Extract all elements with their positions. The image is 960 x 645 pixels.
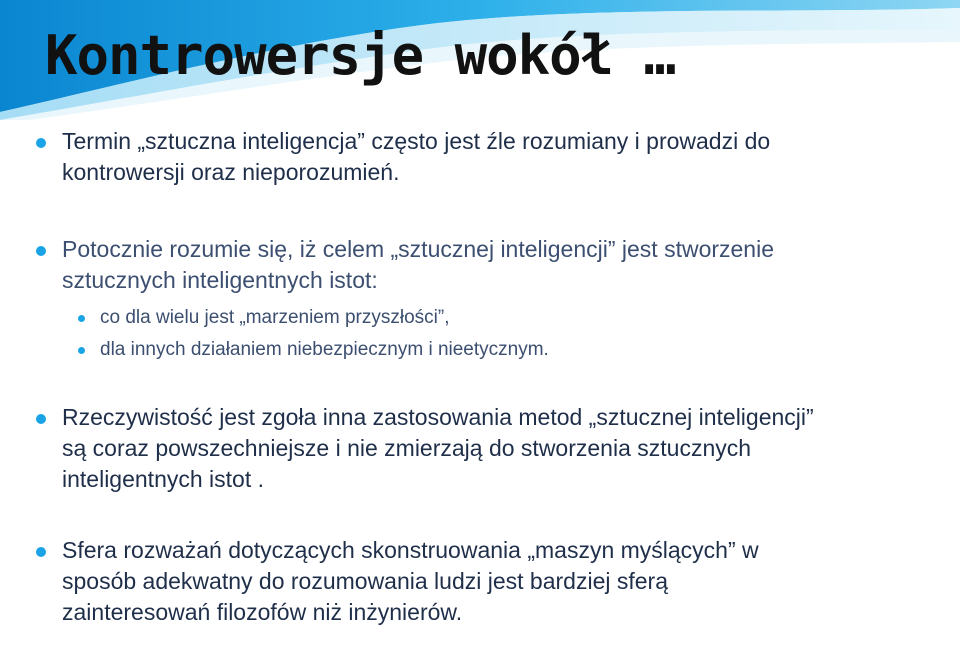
bullet-text-line: inteligentnych istot . [62, 466, 265, 492]
bullet-text-line: kontrowersji oraz nieporozumień. [62, 159, 400, 185]
sub-bullet-dot-icon [78, 347, 85, 354]
bullet-item [36, 234, 936, 296]
sub-bullet-item [36, 334, 936, 366]
bullet-dot-icon [36, 414, 46, 424]
sub-bullet-item [36, 302, 936, 334]
sub-bullet-text: dla innych działaniem niebezpiecznym i nieetycznym. [100, 339, 549, 360]
slide-title: Kontrowersje wokół … [45, 24, 676, 87]
bullet-dot-icon [36, 547, 46, 557]
bullet-item [36, 535, 936, 628]
sub-bullet-dot-icon [78, 315, 85, 322]
bullet-text-line: sposób adekwatny do rozumowania ludzi jest bardziej sferą [62, 568, 668, 594]
bullet-text-line: Potocznie rozumie się, iż celem „sztucznej inteligencji” jest stworzenie [62, 236, 775, 262]
bullet-text-line: Rzeczywistość jest zgoła inna zastosowania metod „sztucznej inteligencji” [62, 404, 814, 430]
bullet-text-line: są coraz powszechniejsze i nie zmierzają do stworzenia sztucznych [62, 435, 752, 461]
bullet-item [36, 126, 936, 188]
bullet-text-line: Sfera rozważań dotyczących skonstruowania „maszyn myślących” w [62, 537, 759, 563]
bullet-dot-icon [36, 246, 46, 256]
bullet-text-line: Termin „sztuczna inteligencja” często jest źle rozumiany i prowadzi do [62, 128, 771, 154]
sub-bullet-text: co dla wielu jest „marzeniem przyszłości”, [100, 307, 450, 328]
bullet-text-line: sztucznych inteligentnych istot: [62, 267, 378, 293]
slide-content [36, 126, 936, 628]
bullet-text-line: zainteresowań filozofów niż inżynierów. [62, 599, 463, 625]
bullet-item [36, 402, 936, 495]
bullet-dot-icon [36, 138, 46, 148]
